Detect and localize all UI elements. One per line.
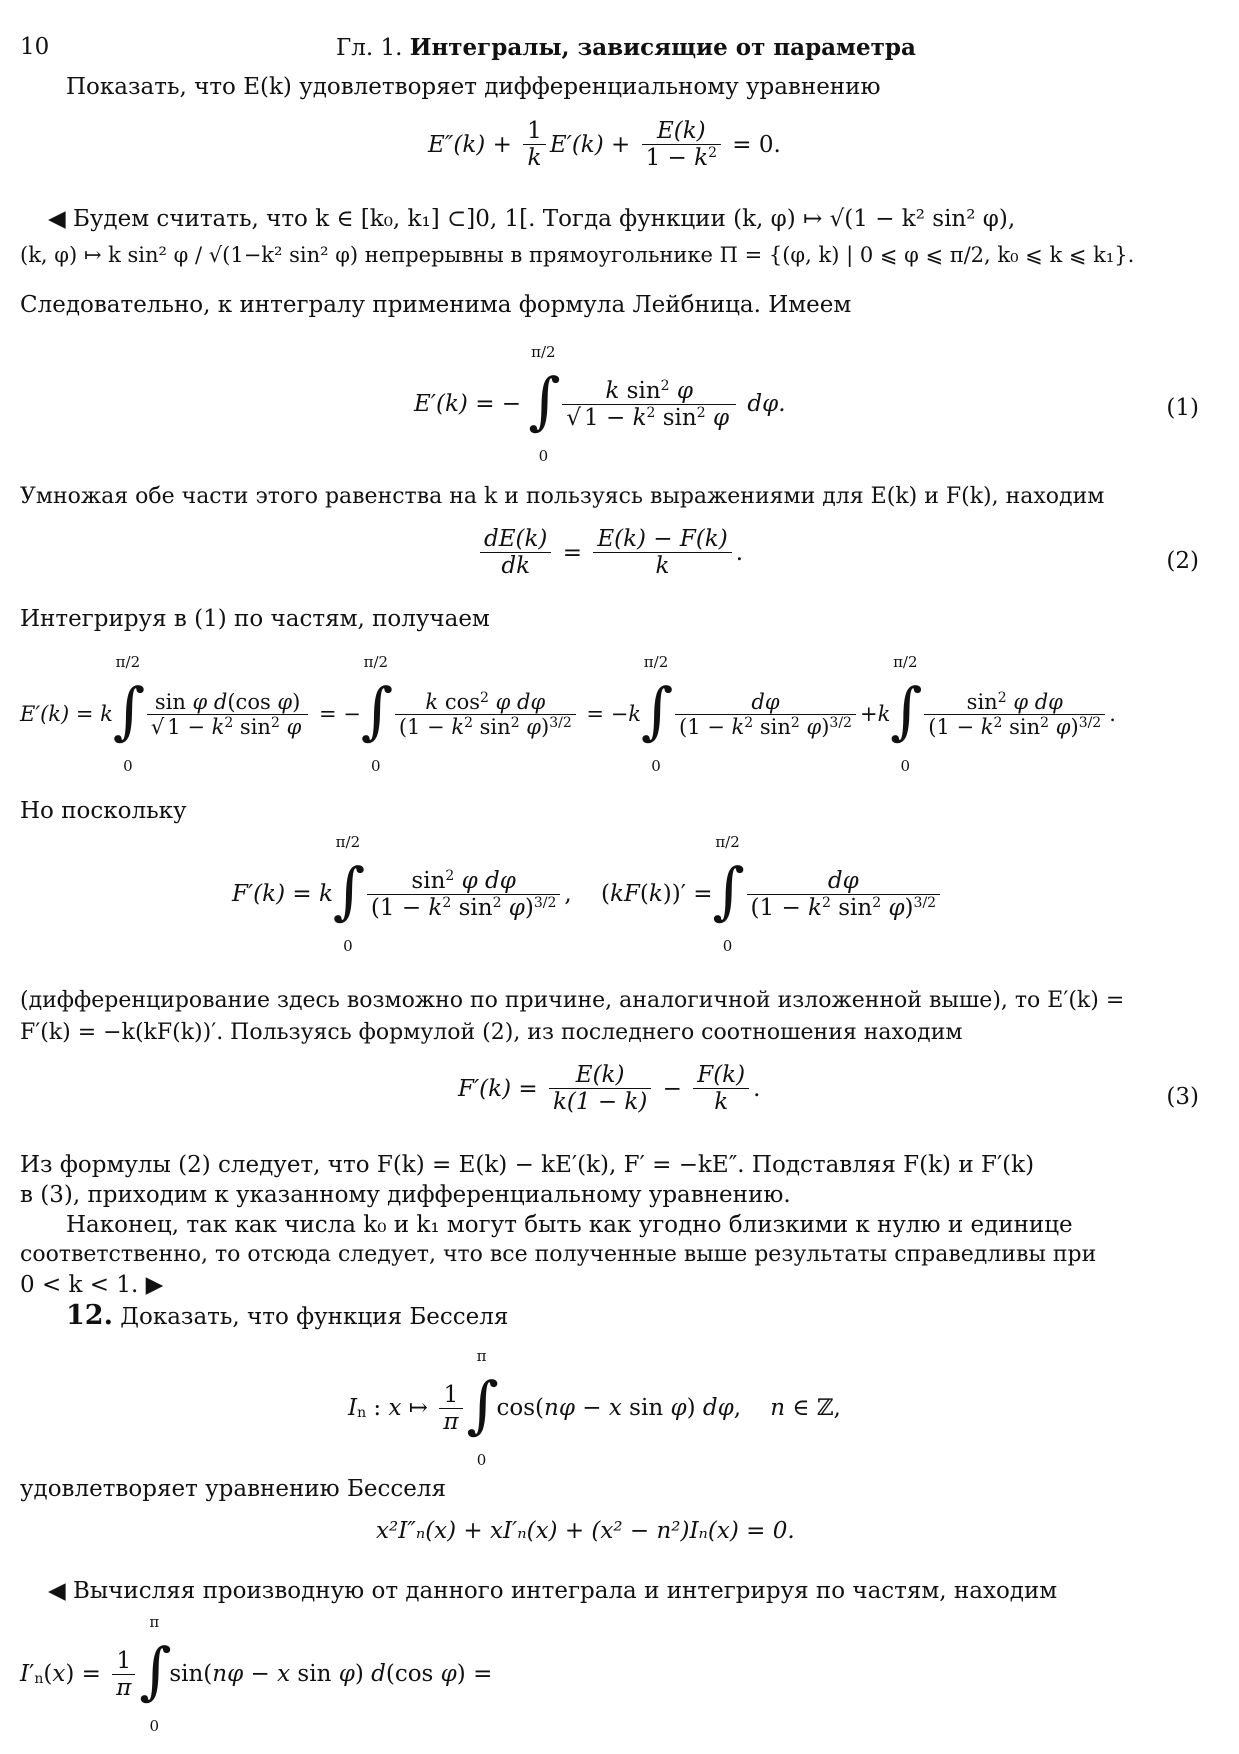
chapter-title: Интегралы, зависящие от параметра (409, 34, 916, 61)
equation-bessel: x²I″ₙ(x) + xI′ₙ(x) + (x² − n²)Iₙ(x) = 0. (376, 1518, 795, 1544)
paragraph-finally-1: Наконец, так как числа k₀ и k₁ могут быть как угодно близкими к нулю и единице (66, 1212, 1073, 1238)
problem-12-heading (66, 1300, 508, 1331)
running-header (336, 34, 916, 61)
equation-2: $\frac{dE(k)}{dk}$ = $\frac{E(k) - F(k)}{k}$ . (476, 526, 743, 579)
chapter-label: Гл. 1. (336, 35, 403, 61)
equation-1: E′(k) = − π/2 ∫ 0 $\frac{k \sin^2 \varphi}{√ 1 - k^2 \sin^2 \varphi}$ dφ. (414, 343, 786, 465)
equation-number-3: (3) (1166, 1084, 1199, 1110)
paragraph-finally-2: соответственно, то отсюда следует, что все полученные выше результаты справедливы при (20, 1242, 1097, 1267)
paragraph-but: Но поскольку (20, 798, 187, 824)
equation-main-ode: E″(k) + $\frac{1}{k}$ E′(k) + $\frac{E(k)}{1 - k^2}$ = 0. (428, 118, 781, 171)
paragraph-from-1: Из формулы (2) следует, что F(k) = E(k) − kE′(k), F′ = −kE″. Подставляя F(k) и F′(k) (20, 1152, 1035, 1178)
paragraph-assume-2: (k, φ) ↦ k sin² φ / √(1−k² sin² φ) непрерывны в прямоугольнике Π = {(φ, k) | 0 ⩽ φ ⩽ π/2, k₀ ⩽ k ⩽ k₁}. (20, 243, 1135, 267)
paragraph-assume-1: ◀ Будем считать, что k ∈ [k₀, k₁] ⊂]0, 1[. Тогда функции (k, φ) ↦ √(1 − k² sin² φ), (48, 206, 1016, 232)
equation-bessel-function: In : x ↦ $\frac{1}{\pi}$ π ∫ 0 cos(nφ − x sin φ) dφ, n ∈ ℤ, (348, 1347, 841, 1469)
problem-statement: Доказать, что функция Бесселя (120, 1304, 509, 1330)
paragraph-diff-1: (дифференцирование здесь возможно по причине, аналогичной изложенной выше), то E′(k) = (20, 988, 1125, 1013)
equation-3: F′(k) = $\frac{E(k)}{k(1 - k)}$ − $\frac{F(k)}{k}$ . (458, 1062, 761, 1115)
paragraph-multiply: Умножая обе части этого равенства на k и пользуясь выражениями для E(k) и F(k), находим (20, 484, 1105, 509)
equation-by-parts: E′(k) = k π/2 ∫ 0 $\frac{\text{sin φ d(cos φ)}}{√ 1 - k^2 \sin^2 \varphi}$ = − π/2 ∫ 0 $\frac{k \cos^2 \varphi d\varphi}{(1 - k^2 \sin^2 \varphi)^{3/2}}$ = −k π/2 ∫ 0 $\frac{d\varphi}{(1 - k^2 \sin^2 \varphi)^{3/2}}$ +k π/2 ∫ 0 $\frac{\sin^2 \varphi d\varphi}{(1 - k^2 \sin^2 \varphi)^{3/2}}$ . (20, 653, 1116, 775)
paragraph-integrating: Интегрируя в (1) по частям, получаем (20, 606, 490, 632)
paragraph-show: Показать, что E(k) удовлетворяет дифференциальному уравнению (66, 74, 881, 100)
problem-number: 12. (66, 1300, 113, 1331)
equation-number-2: (2) (1166, 548, 1199, 574)
equation-bessel-derivative: I′n(x) = $\frac{1}{\pi}$ π ∫ 0 sin(nφ − x sin φ) d(cos φ) = (20, 1613, 493, 1735)
page-number: 10 (20, 34, 50, 60)
paragraph-assume-3: Следовательно, к интегралу применима формула Лейбница. Имеем (20, 292, 852, 318)
paragraph-from-2: в (3), приходим к указанному дифференциальному уравнению. (20, 1182, 791, 1208)
equation-derivatives: F′(k) = k π/2 ∫ 0 $\frac{\sin^2 \varphi d\varphi}{(1 - k^2 \sin^2 \varphi)^{3/2}}$ , (kF(k))′ = π/2 ∫ 0 $\frac{d\varphi}{(1 - k^2 \sin^2 \varphi)^{3/2}}$ (232, 834, 944, 954)
paragraph-finally-3: 0 < k < 1. ▶ (20, 1272, 164, 1298)
paragraph-computing: ◀ Вычисляя производную от данного интеграла и интегрируя по частям, находим (48, 1578, 1058, 1604)
paragraph-diff-2: F′(k) = −k(kF(k))′. Пользуясь формулой (2), из последнего соотношения находим (20, 1020, 963, 1045)
equation-number-1: (1) (1166, 395, 1199, 421)
paragraph-satisfies: удовлетворяет уравнению Бесселя (20, 1476, 446, 1502)
